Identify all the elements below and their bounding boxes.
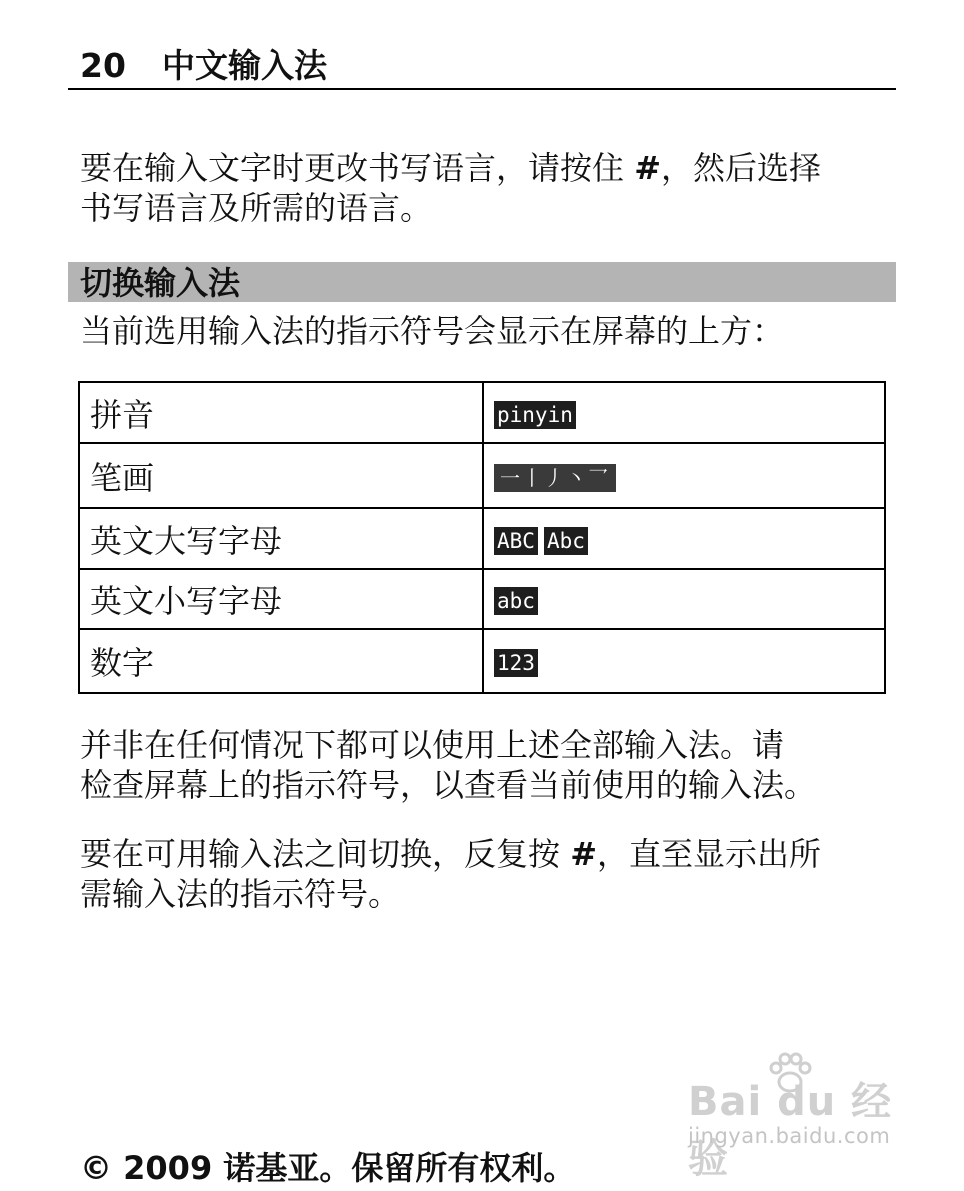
note-line-1: 并非在任何情况下都可以使用上述全部输入法。请 xyxy=(80,726,785,764)
table-row xyxy=(79,629,885,693)
page-number: 20 xyxy=(80,46,126,85)
hash-key: # xyxy=(570,835,597,873)
mode-indicator-cell xyxy=(483,443,885,508)
baidu-watermark xyxy=(686,1050,906,1182)
section-heading: 切换输入法 xyxy=(80,264,241,302)
page-header xyxy=(80,46,327,86)
uppercase-indicator-icon: ABC xyxy=(494,527,538,555)
mode-label: 拼音 xyxy=(79,382,483,443)
header-rule xyxy=(68,88,896,90)
table-row xyxy=(79,508,885,569)
intro-paragraph xyxy=(80,148,890,228)
intro-line-1: 要在输入文字时更改书写语言，请按住 #，然后选择 xyxy=(80,149,822,187)
table-row xyxy=(79,382,885,443)
mode-label: 数字 xyxy=(79,629,483,693)
mode-label: 笔画 xyxy=(79,443,483,508)
watermark-logo: Bai du 经验 xyxy=(688,1079,893,1182)
mode-indicator-cell xyxy=(483,569,885,629)
numeric-indicator-icon: 123 xyxy=(494,649,538,677)
hash-key: # xyxy=(634,149,661,187)
switch-line-2: 需输入法的指示符号。 xyxy=(80,875,401,913)
intro-line-2: 书写语言及所需的语言。 xyxy=(80,189,433,227)
pinyin-indicator-icon: pinyin xyxy=(494,401,576,429)
table-row xyxy=(79,569,885,629)
switch-paragraph xyxy=(80,834,890,914)
mode-indicator-cell xyxy=(483,508,885,569)
chapter-title: 中文输入法 xyxy=(162,46,327,85)
section-lead: 当前选用输入法的指示符号会显示在屏幕的上方： xyxy=(80,312,785,350)
table-row xyxy=(79,443,885,508)
mode-indicator-cell xyxy=(483,629,885,693)
note-line-2: 检查屏幕上的指示符号，以查看当前使用的输入法。 xyxy=(80,766,817,804)
mode-indicator-cell xyxy=(483,382,885,443)
mode-label: 英文小写字母 xyxy=(79,569,483,629)
lowercase-indicator-icon: abc xyxy=(494,587,538,615)
switch-line-1: 要在可用输入法之间切换，反复按 #，直至显示出所 xyxy=(80,835,822,873)
stroke-indicator-icon: 一丨丿丶乛 xyxy=(494,464,616,492)
note-paragraph xyxy=(80,725,890,805)
copyright-footer: © 2009 诺基亚。保留所有权利。 xyxy=(80,1149,576,1187)
sentence-case-indicator-icon: Abc xyxy=(544,527,588,555)
input-mode-table xyxy=(78,381,886,694)
mode-label: 英文大写字母 xyxy=(79,508,483,569)
watermark-url: jingyan.baidu.com xyxy=(688,1124,891,1148)
